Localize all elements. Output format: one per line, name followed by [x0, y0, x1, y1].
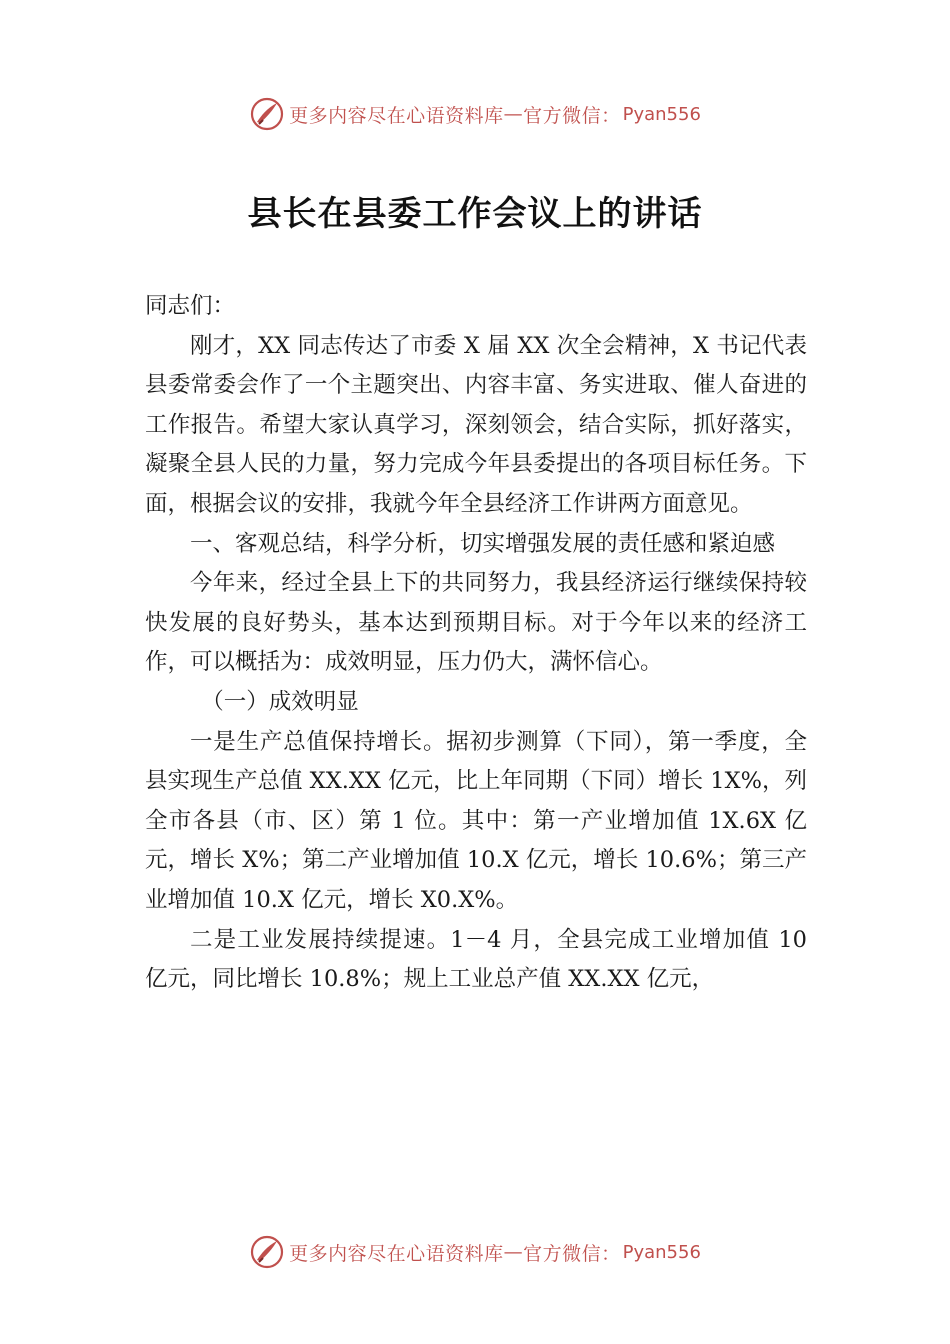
paragraph-overview: 今年来，经过全县上下的共同努力，我县经济运行继续保持较快发展的良好势头，基本达到预期目标。对于今年以来的经济工作，可以概括为：成效明显，压力仍大，满怀信心。 — [145, 570, 807, 676]
watermark-footer — [0, 1232, 950, 1272]
document-title: 县长在县委工作会议上的讲话 — [247, 194, 703, 234]
watermark-wechat-id: Pyan556 — [622, 1241, 701, 1263]
watermark-wechat-label: 官方微信： — [523, 104, 621, 127]
paragraph-gdp: 一是生产总值保持增长。据初步测算（下同），第一季度，全县实现生产总值 XX.XX 亿元，比上年同期（下同）增长 1X%，列全市各县（市、区）第 1 位。其中：第一产业增加值 1X.6X 亿元，增长 X%；第二产业增加值 10.X 亿元，增长 10.6%；第三产业增加值 10.X 亿元，增长 X0.X%。 — [145, 728, 807, 913]
watermark-header — [0, 94, 950, 134]
watermark-wechat-id: Pyan556 — [622, 103, 701, 125]
watermark-dash: — — [503, 103, 524, 125]
subsection-heading-1: （一）成效明显 — [201, 688, 359, 715]
pen-logo-icon — [249, 1234, 285, 1270]
watermark-brand: 更多内容尽在心语资料库 — [289, 1242, 504, 1265]
watermark-dash: — — [503, 1241, 524, 1263]
pen-logo-icon — [249, 96, 285, 132]
section-heading-1: 一、客观总结，科学分析，切实增强发展的责任感和紧迫感 — [190, 530, 776, 557]
watermark-wechat-label: 官方微信： — [523, 1242, 621, 1265]
salutation: 同志们： — [145, 293, 236, 319]
paragraph-intro: 刚才，XX 同志传达了市委 X 届 XX 次全会精神，X 书记代表县委常委会作了一个主题突出、内容丰富、务实进取、催人奋进的工作报告。希望大家认真学习，深刻领会，结合实际，抓好落实，凝聚全县人民的力量，努力完成今年县委提出的各项目标任务。下面，根据会议的安排，我就今年全县经济工作讲两方面意见。 — [145, 332, 807, 517]
document-body — [145, 287, 807, 1000]
watermark-brand: 更多内容尽在心语资料库 — [289, 104, 504, 127]
paragraph-industry: 二是工业发展持续提速。1－4 月，全县完成工业增加值 10 亿元，同比增长 10.8%；规上工业总产值 XX.XX 亿元， — [145, 926, 807, 993]
